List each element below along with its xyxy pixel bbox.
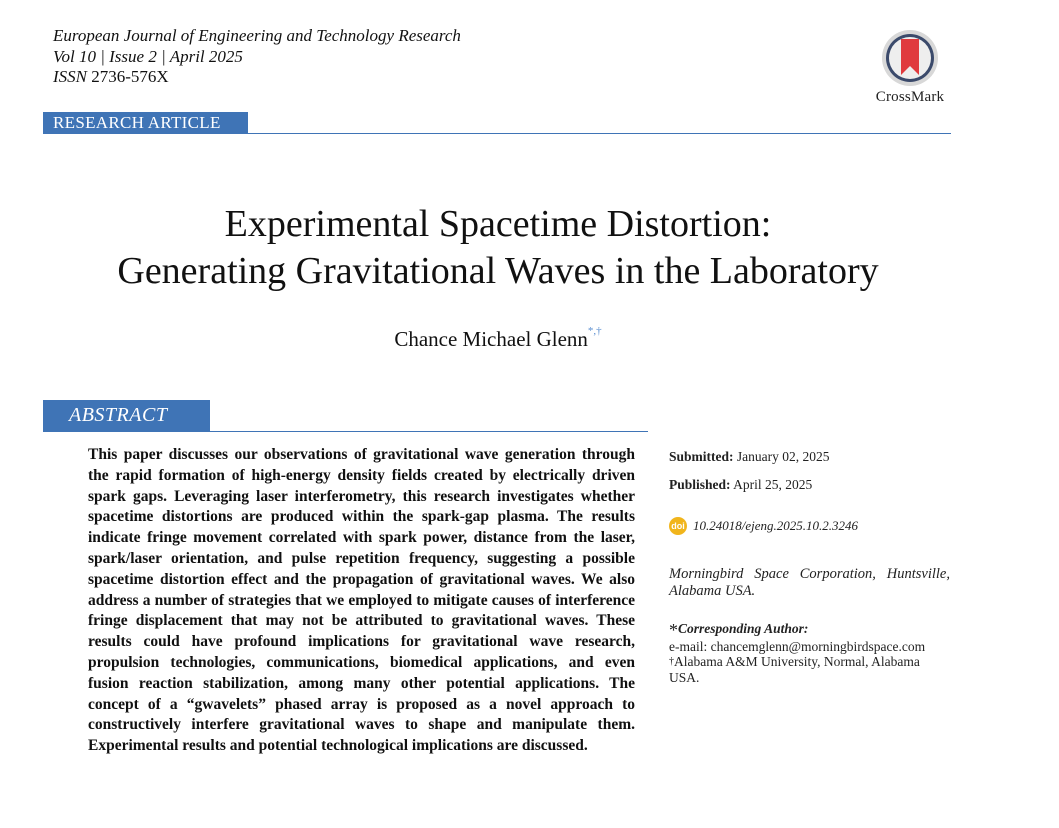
crossmark-icon <box>881 29 939 87</box>
abstract-divider <box>43 431 648 432</box>
abstract-heading: ABSTRACT <box>43 400 210 431</box>
second-affiliation-row <box>669 654 950 685</box>
submitted-date: January 02, 2025 <box>736 449 830 464</box>
paper-title <box>0 201 996 295</box>
corresponding-author-row <box>669 621 950 639</box>
title-line-2: Generating Gravitational Waves in the Laboratory <box>117 250 879 292</box>
doi-link[interactable]: 10.24018/ejeng.2025.10.2.3246 <box>693 518 859 533</box>
published-label: Published: <box>669 477 731 492</box>
author-name[interactable]: Chance Michael Glenn <box>394 327 588 351</box>
second-affiliation: Alabama A&M University, Normal, Alabama USA. <box>669 654 920 685</box>
corr-label: Corresponding Author: <box>678 621 809 636</box>
author-email[interactable]: e-mail: chancemglenn@morningbirdspace.com <box>669 638 926 654</box>
doi-icon: doi <box>669 517 687 535</box>
published-row <box>669 477 950 493</box>
author-marks: *,† <box>587 325 602 337</box>
author-line <box>0 327 996 352</box>
article-type-badge: RESEARCH ARTICLE <box>43 112 248 134</box>
author-affiliation: Morningbird Space Corporation, Huntsville, Alabama USA. <box>669 566 950 599</box>
header-divider <box>43 133 951 134</box>
corr-star: * <box>669 620 678 640</box>
abstract-text: This paper discusses our observations of gravitational wave generation through the rapid formation of high-energy density fields created by electrically driven spark gaps. Leveraging laser interferometry, this research investigates whether spacetime distortions are produced within the spark-gap plasma. The results indicate fringe movement correlated with spark power, distance from the laser, spark/laser orientation, and pulse repetition frequency, suggesting a possible spacetime distortion effect and the propagation of gravitational waves. We also address a number of strategies that we employed to mitigate causes of interference fringe displacement that may not be attributed to gravitational waves. These results could have profound implications for gravitational wave research, propulsion technologies, communications, biomedical applications, and even fusion reaction stabilization, among many other potential applications. The concept of a “gwavelets” phased array is proposed as a novel approach to constructively interfere gravitational waves to shape and manipulate them. Experimental results and potential technological implications are discussed. <box>88 446 635 755</box>
submitted-label: Submitted: <box>669 449 734 464</box>
journal-name: European Journal of Engineering and Technology Research <box>53 26 461 45</box>
journal-issue: Vol 10 | Issue 2 | April 2025 <box>53 46 243 66</box>
submitted-row <box>669 449 950 465</box>
dagger-mark: † <box>669 656 674 667</box>
crossmark-label: CrossMark <box>875 89 945 105</box>
issn-value: 2736-576X <box>91 67 169 86</box>
issn-label: ISSN <box>53 67 87 86</box>
title-line-1: Experimental Spacetime Distortion: <box>224 203 772 245</box>
crossmark-badge[interactable] <box>867 29 953 106</box>
doi-row[interactable] <box>669 517 950 535</box>
published-date: April 25, 2025 <box>733 477 813 492</box>
journal-issn <box>53 67 461 88</box>
corresponding-author-block <box>669 621 950 685</box>
journal-header <box>53 26 461 88</box>
